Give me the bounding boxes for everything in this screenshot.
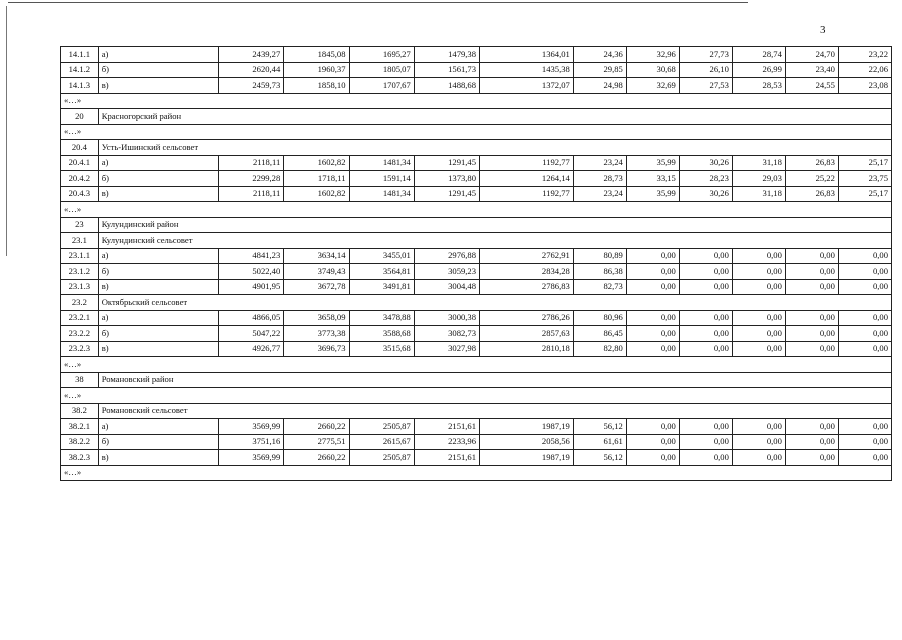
value-cell: 0,00	[732, 434, 785, 450]
value-cell: 2857,63	[480, 326, 574, 342]
value-cell: 0,00	[838, 326, 891, 342]
value-cell: 0,00	[732, 310, 785, 326]
value-cell: 35,99	[626, 155, 679, 171]
value-cell: 2439,27	[219, 47, 284, 63]
value-cell: 3000,38	[414, 310, 479, 326]
value-cell: 1372,07	[480, 78, 574, 94]
scan-edge-top	[8, 2, 748, 3]
scan-edge-left	[6, 6, 7, 256]
value-cell: 0,00	[679, 310, 732, 326]
row-option-label: б)	[98, 434, 218, 450]
value-cell: 3082,73	[414, 326, 479, 342]
value-cell: 25,22	[785, 171, 838, 187]
value-cell: 0,00	[679, 341, 732, 357]
row-code: 38.2.1	[61, 419, 99, 435]
value-cell: 3569,99	[219, 419, 284, 435]
table-row	[61, 310, 892, 326]
row-code: 23.1.2	[61, 264, 99, 280]
section-title: Октябрьский сельсовет	[98, 295, 891, 311]
omission-marker: «…»	[61, 93, 892, 109]
value-cell: 0,00	[785, 419, 838, 435]
value-cell: 24,70	[785, 47, 838, 63]
value-cell: 0,00	[732, 264, 785, 280]
row-code: 23.2.3	[61, 341, 99, 357]
section-code: 38	[61, 372, 99, 388]
value-cell: 33,15	[626, 171, 679, 187]
value-cell: 0,00	[732, 279, 785, 295]
value-cell: 29,03	[732, 171, 785, 187]
value-cell: 3004,48	[414, 279, 479, 295]
value-cell: 1479,38	[414, 47, 479, 63]
value-cell: 0,00	[785, 310, 838, 326]
value-cell: 1435,38	[480, 62, 574, 78]
value-cell: 25,17	[838, 186, 891, 202]
value-cell: 23,75	[838, 171, 891, 187]
value-cell: 2615,67	[349, 434, 414, 450]
row-option-label: б)	[98, 62, 218, 78]
value-cell: 0,00	[626, 310, 679, 326]
value-cell: 0,00	[838, 434, 891, 450]
omission-marker: «…»	[61, 357, 892, 373]
value-cell: 1481,34	[349, 155, 414, 171]
row-code: 38.2.2	[61, 434, 99, 450]
table-row	[61, 78, 892, 94]
value-cell: 1987,19	[480, 450, 574, 466]
value-cell: 2775,51	[284, 434, 349, 450]
row-option-label: в)	[98, 341, 218, 357]
value-cell: 56,12	[573, 419, 626, 435]
section-title: Кулундинский сельсовет	[98, 233, 891, 249]
row-code: 20.4.3	[61, 186, 99, 202]
value-cell: 86,45	[573, 326, 626, 342]
value-cell: 2660,22	[284, 419, 349, 435]
section-code: 23.1	[61, 233, 99, 249]
section-title: Красногорский район	[98, 109, 891, 125]
table-row	[61, 155, 892, 171]
table-row	[61, 186, 892, 202]
value-cell: 2459,73	[219, 78, 284, 94]
value-cell: 32,96	[626, 47, 679, 63]
value-cell: 26,99	[732, 62, 785, 78]
omission-marker: «…»	[61, 124, 892, 140]
section-heading-row	[61, 109, 892, 125]
value-cell: 24,55	[785, 78, 838, 94]
value-cell: 2151,61	[414, 419, 479, 435]
value-cell: 2151,61	[414, 450, 479, 466]
table-row	[61, 264, 892, 280]
value-cell: 25,17	[838, 155, 891, 171]
value-cell: 0,00	[679, 434, 732, 450]
row-option-label: б)	[98, 171, 218, 187]
section-heading-row	[61, 217, 892, 233]
value-cell: 56,12	[573, 450, 626, 466]
value-cell: 2505,87	[349, 450, 414, 466]
value-cell: 0,00	[732, 419, 785, 435]
value-cell: 0,00	[679, 248, 732, 264]
value-cell: 3478,88	[349, 310, 414, 326]
row-code: 20.4.1	[61, 155, 99, 171]
omission-marker: «…»	[61, 388, 892, 404]
value-cell: 35,99	[626, 186, 679, 202]
value-cell: 0,00	[785, 434, 838, 450]
value-cell: 1845,08	[284, 47, 349, 63]
value-cell: 3751,16	[219, 434, 284, 450]
section-code: 38.2	[61, 403, 99, 419]
value-cell: 2058,56	[480, 434, 574, 450]
table-row	[61, 171, 892, 187]
value-cell: 0,00	[679, 264, 732, 280]
value-cell: 3515,68	[349, 341, 414, 357]
value-cell: 0,00	[785, 450, 838, 466]
value-cell: 1192,77	[480, 155, 574, 171]
value-cell: 0,00	[838, 419, 891, 435]
value-cell: 2118,11	[219, 186, 284, 202]
row-code: 23.1.1	[61, 248, 99, 264]
omission-row	[61, 357, 892, 373]
value-cell: 3696,73	[284, 341, 349, 357]
value-cell: 30,26	[679, 186, 732, 202]
section-title: Романовский район	[98, 372, 891, 388]
value-cell: 4926,77	[219, 341, 284, 357]
value-cell: 24,36	[573, 47, 626, 63]
row-option-label: б)	[98, 326, 218, 342]
value-cell: 4866,05	[219, 310, 284, 326]
value-cell: 1488,68	[414, 78, 479, 94]
value-cell: 2786,83	[480, 279, 574, 295]
value-cell: 31,18	[732, 186, 785, 202]
value-cell: 4901,95	[219, 279, 284, 295]
section-code: 20	[61, 109, 99, 125]
value-cell: 0,00	[838, 450, 891, 466]
value-cell: 23,08	[838, 78, 891, 94]
value-cell: 1718,11	[284, 171, 349, 187]
value-cell: 2810,18	[480, 341, 574, 357]
value-cell: 1364,01	[480, 47, 574, 63]
value-cell: 31,18	[732, 155, 785, 171]
row-code: 14.1.3	[61, 78, 99, 94]
value-cell: 1481,34	[349, 186, 414, 202]
row-option-label: а)	[98, 155, 218, 171]
value-cell: 23,24	[573, 155, 626, 171]
value-cell: 3569,99	[219, 450, 284, 466]
value-cell: 2660,22	[284, 450, 349, 466]
row-option-label: а)	[98, 248, 218, 264]
value-cell: 3588,68	[349, 326, 414, 342]
value-cell: 0,00	[838, 310, 891, 326]
value-cell: 4841,23	[219, 248, 284, 264]
value-cell: 32,69	[626, 78, 679, 94]
omission-row	[61, 124, 892, 140]
omission-row	[61, 202, 892, 218]
value-cell: 1291,45	[414, 155, 479, 171]
value-cell: 3491,81	[349, 279, 414, 295]
table-row	[61, 341, 892, 357]
value-cell: 0,00	[838, 248, 891, 264]
value-cell: 5022,40	[219, 264, 284, 280]
value-cell: 0,00	[732, 248, 785, 264]
table-row	[61, 47, 892, 63]
row-option-label: в)	[98, 186, 218, 202]
value-cell: 28,73	[573, 171, 626, 187]
value-cell: 86,38	[573, 264, 626, 280]
row-code: 23.2.1	[61, 310, 99, 326]
value-cell: 0,00	[626, 248, 679, 264]
value-cell: 0,00	[626, 264, 679, 280]
row-option-label: а)	[98, 310, 218, 326]
value-cell: 80,96	[573, 310, 626, 326]
value-cell: 1602,82	[284, 155, 349, 171]
section-heading-row	[61, 372, 892, 388]
value-cell: 0,00	[732, 450, 785, 466]
value-cell: 0,00	[626, 419, 679, 435]
value-cell: 1805,07	[349, 62, 414, 78]
value-cell: 23,40	[785, 62, 838, 78]
value-cell: 30,68	[626, 62, 679, 78]
value-cell: 2299,28	[219, 171, 284, 187]
row-option-label: в)	[98, 78, 218, 94]
value-cell: 2834,28	[480, 264, 574, 280]
value-cell: 1858,10	[284, 78, 349, 94]
value-cell: 0,00	[679, 419, 732, 435]
section-heading-row	[61, 140, 892, 156]
section-heading-row	[61, 403, 892, 419]
value-cell: 3634,14	[284, 248, 349, 264]
table-row	[61, 248, 892, 264]
value-cell: 28,74	[732, 47, 785, 63]
omission-marker: «…»	[61, 202, 892, 218]
value-cell: 2118,11	[219, 155, 284, 171]
omission-row	[61, 93, 892, 109]
section-title: Кулундинский район	[98, 217, 891, 233]
value-cell: 0,00	[626, 450, 679, 466]
row-option-label: в)	[98, 279, 218, 295]
page-number: 3	[820, 24, 826, 36]
omission-row	[61, 388, 892, 404]
value-cell: 1373,80	[414, 171, 479, 187]
table-row	[61, 419, 892, 435]
value-cell: 0,00	[626, 341, 679, 357]
omission-row	[61, 465, 892, 481]
table-row	[61, 326, 892, 342]
value-cell: 23,22	[838, 47, 891, 63]
value-cell: 28,23	[679, 171, 732, 187]
value-cell: 0,00	[785, 341, 838, 357]
value-cell: 29,85	[573, 62, 626, 78]
section-heading-row	[61, 233, 892, 249]
value-cell: 3027,98	[414, 341, 479, 357]
value-cell: 0,00	[732, 341, 785, 357]
value-cell: 2233,96	[414, 434, 479, 450]
value-cell: 0,00	[785, 264, 838, 280]
value-cell: 0,00	[626, 279, 679, 295]
value-cell: 1591,14	[349, 171, 414, 187]
row-option-label: а)	[98, 419, 218, 435]
table-row	[61, 279, 892, 295]
value-cell: 0,00	[679, 279, 732, 295]
value-cell: 2762,91	[480, 248, 574, 264]
section-title: Усть-Ишинский сельсовет	[98, 140, 891, 156]
value-cell: 3672,78	[284, 279, 349, 295]
value-cell: 30,26	[679, 155, 732, 171]
value-cell: 27,73	[679, 47, 732, 63]
value-cell: 27,53	[679, 78, 732, 94]
value-cell: 1960,37	[284, 62, 349, 78]
table-row	[61, 450, 892, 466]
value-cell: 82,73	[573, 279, 626, 295]
value-cell: 1987,19	[480, 419, 574, 435]
value-cell: 24,98	[573, 78, 626, 94]
row-code: 20.4.2	[61, 171, 99, 187]
value-cell: 28,53	[732, 78, 785, 94]
value-cell: 3773,38	[284, 326, 349, 342]
value-cell: 3564,81	[349, 264, 414, 280]
section-heading-row	[61, 295, 892, 311]
value-cell: 2620,44	[219, 62, 284, 78]
value-cell: 26,83	[785, 155, 838, 171]
row-option-label: б)	[98, 264, 218, 280]
table-body	[61, 47, 892, 481]
row-code: 23.2.2	[61, 326, 99, 342]
value-cell: 0,00	[838, 341, 891, 357]
table-row	[61, 434, 892, 450]
row-option-label: в)	[98, 450, 218, 466]
row-code: 23.1.3	[61, 279, 99, 295]
value-cell: 1192,77	[480, 186, 574, 202]
section-title: Романовский сельсовет	[98, 403, 891, 419]
row-code: 38.2.3	[61, 450, 99, 466]
value-cell: 23,24	[573, 186, 626, 202]
value-cell: 1707,67	[349, 78, 414, 94]
value-cell: 2976,88	[414, 248, 479, 264]
section-code: 23.2	[61, 295, 99, 311]
value-cell: 80,89	[573, 248, 626, 264]
value-cell: 0,00	[679, 326, 732, 342]
value-cell: 61,61	[573, 434, 626, 450]
value-cell: 2505,87	[349, 419, 414, 435]
value-cell: 2786,26	[480, 310, 574, 326]
section-code: 20.4	[61, 140, 99, 156]
value-cell: 5047,22	[219, 326, 284, 342]
value-cell: 1695,27	[349, 47, 414, 63]
value-cell: 82,80	[573, 341, 626, 357]
value-cell: 0,00	[785, 248, 838, 264]
table-row	[61, 62, 892, 78]
value-cell: 0,00	[679, 450, 732, 466]
value-cell: 3658,09	[284, 310, 349, 326]
section-code: 23	[61, 217, 99, 233]
value-cell: 0,00	[838, 279, 891, 295]
value-cell: 22,06	[838, 62, 891, 78]
omission-marker: «…»	[61, 465, 892, 481]
value-cell: 0,00	[785, 279, 838, 295]
value-cell: 26,10	[679, 62, 732, 78]
value-cell: 1561,73	[414, 62, 479, 78]
value-cell: 0,00	[838, 264, 891, 280]
row-code: 14.1.2	[61, 62, 99, 78]
row-code: 14.1.1	[61, 47, 99, 63]
row-option-label: а)	[98, 47, 218, 63]
value-cell: 0,00	[785, 326, 838, 342]
value-cell: 1264,14	[480, 171, 574, 187]
value-cell: 0,00	[732, 326, 785, 342]
value-cell: 3749,43	[284, 264, 349, 280]
tariff-table	[60, 46, 892, 481]
value-cell: 26,83	[785, 186, 838, 202]
value-cell: 1291,45	[414, 186, 479, 202]
value-cell: 1602,82	[284, 186, 349, 202]
value-cell: 3059,23	[414, 264, 479, 280]
value-cell: 0,00	[626, 434, 679, 450]
value-cell: 0,00	[626, 326, 679, 342]
value-cell: 3455,01	[349, 248, 414, 264]
